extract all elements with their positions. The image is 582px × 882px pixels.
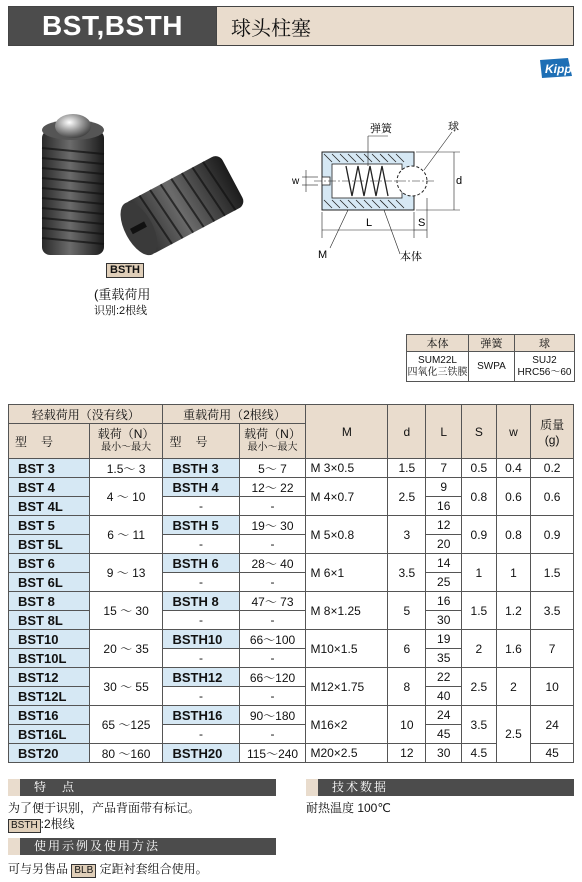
table-row — [9, 668, 574, 687]
col-mass: 质量 (g) — [531, 405, 574, 459]
dim-d: 12 — [388, 744, 426, 763]
table-row — [9, 744, 574, 763]
light-model: BST 6 — [9, 554, 90, 573]
dim-w: 1.6 — [496, 630, 531, 668]
light-model: BST20 — [9, 744, 90, 763]
plunger-front-image — [42, 114, 104, 255]
heavy-model: - — [163, 725, 239, 744]
dim-L: 16 — [426, 592, 462, 611]
light-model: BST 5 — [9, 516, 90, 535]
dim-w: 2 — [496, 668, 531, 706]
light-load: 80 ～160 — [89, 744, 163, 763]
heavy-load: 115～240 — [239, 744, 306, 763]
mass: 7 — [531, 630, 574, 668]
light-model: BST 6L — [9, 573, 90, 592]
light-load: 4 ～ 10 — [89, 478, 163, 516]
thread-M: M20×2.5 — [306, 744, 388, 763]
dim-L: 14 — [426, 554, 462, 573]
table-row — [9, 706, 574, 725]
dim-d: 5 — [388, 592, 426, 630]
light-load: 9 ～ 13 — [89, 554, 163, 592]
identification-note: 识别:2根线 — [94, 305, 148, 317]
d-label: d — [456, 175, 463, 187]
features-heading: 特 点 — [8, 779, 276, 796]
features-tag-line: BSTH :2根线 — [8, 815, 75, 833]
light-model: BST10 — [9, 630, 90, 649]
table-row — [9, 592, 574, 611]
dim-L: 24 — [426, 706, 462, 725]
dim-S: 3.5 — [462, 706, 497, 744]
heavy-model: BSTH16 — [163, 706, 239, 725]
heavy-load-header: 载荷（N） 最小～最大 — [239, 424, 306, 459]
ball-label: 球 — [448, 121, 459, 133]
heavy-model: - — [163, 573, 239, 592]
col-M: M — [306, 405, 388, 459]
dim-S: 1.5 — [462, 592, 497, 630]
col-w: w — [496, 405, 531, 459]
heavy-load: 90～180 — [239, 706, 306, 725]
material-table — [406, 334, 575, 382]
spring-label: 弹簧 — [370, 123, 392, 135]
heavy-load: 28～ 40 — [239, 554, 306, 573]
heavy-load: - — [239, 649, 306, 668]
heavy-load: 47～ 73 — [239, 592, 306, 611]
dim-d: 1.5 — [388, 459, 426, 478]
heavy-model: BSTH10 — [163, 630, 239, 649]
light-model: BST 3 — [9, 459, 90, 478]
heavy-load: 5～ 7 — [239, 459, 306, 478]
mass: 10 — [531, 668, 574, 706]
spec-table — [8, 404, 574, 763]
thread-M: M12×1.75 — [306, 668, 388, 706]
table-row — [9, 516, 574, 535]
dim-L: 40 — [426, 687, 462, 706]
heavy-load: 19～ 30 — [239, 516, 306, 535]
usage-text: 可与另售品 BLB 定距衬套组合使用。 — [8, 862, 208, 876]
dim-d: 3 — [388, 516, 426, 554]
tech-data-heading: 技术数据 — [306, 779, 574, 796]
light-load: 30 ～ 55 — [89, 668, 163, 706]
bsth-tag: BSTH — [106, 263, 144, 278]
light-model: BST 8 — [9, 592, 90, 611]
light-model: BST 8L — [9, 611, 90, 630]
body-label: 本体 — [400, 251, 422, 263]
thread-M: M 3×0.5 — [306, 459, 388, 478]
features-text: 为了便于识别，产品背面带有标记。 — [8, 801, 201, 815]
mass: 0.9 — [531, 516, 574, 554]
thread-M: M 5×0.8 — [306, 516, 388, 554]
title-header — [8, 6, 574, 46]
dim-d: 3.5 — [388, 554, 426, 592]
light-load-header: 载荷（N） 最小～最大 — [89, 424, 163, 459]
light-model: BST 5L — [9, 535, 90, 554]
thread-M: M16×2 — [306, 706, 388, 744]
table-row — [9, 630, 574, 649]
blb-tag: BLB — [71, 864, 96, 878]
dim-L: 30 — [426, 611, 462, 630]
dim-L: 16 — [426, 497, 462, 516]
light-model: BST16L — [9, 725, 90, 744]
heavy-load: - — [239, 535, 306, 554]
heavy-model: BSTH12 — [163, 668, 239, 687]
dim-L: 19 — [426, 630, 462, 649]
heavy-model: BSTH 8 — [163, 592, 239, 611]
material-ball: SUJ2 HRC56～60 — [515, 352, 575, 382]
kipp-logo-icon — [538, 56, 574, 80]
heavy-model: BSTH 4 — [163, 478, 239, 497]
dim-L: 12 — [426, 516, 462, 535]
heavy-load-group: 重载荷用（2根线） — [163, 405, 306, 424]
dim-L: 9 — [426, 478, 462, 497]
model-title: BST,BSTH — [9, 7, 216, 45]
heavy-model: BSTH 6 — [163, 554, 239, 573]
product-name: 球头柱塞 — [216, 7, 573, 45]
material-header-ball: 球 — [515, 335, 575, 352]
heavy-model: - — [163, 535, 239, 554]
light-model: BST10L — [9, 649, 90, 668]
table-row — [9, 554, 574, 573]
dim-S: 0.8 — [462, 478, 497, 516]
table-row — [9, 459, 574, 478]
heavy-load: 66～120 — [239, 668, 306, 687]
dim-L: 30 — [426, 744, 462, 763]
col-L: L — [426, 405, 462, 459]
dim-w: 0.4 — [496, 459, 531, 478]
usage-heading: 使用示例及使用方法 — [8, 838, 276, 855]
w-label: w — [292, 176, 300, 187]
dim-S: 1 — [462, 554, 497, 592]
heavy-model: BSTH 3 — [163, 459, 239, 478]
heavy-load: - — [239, 497, 306, 516]
light-load: 15 ～ 30 — [89, 592, 163, 630]
heavy-load: - — [239, 611, 306, 630]
heavy-model: - — [163, 687, 239, 706]
dim-S: 0.5 — [462, 459, 497, 478]
heavy-load: 66～100 — [239, 630, 306, 649]
dim-L: 25 — [426, 573, 462, 592]
light-model: BST 4L — [9, 497, 90, 516]
heavy-model: - — [163, 611, 239, 630]
mass: 0.6 — [531, 478, 574, 516]
thread-M: M10×1.5 — [306, 630, 388, 668]
material-spring: SWPA — [469, 352, 515, 382]
dim-d: 8 — [388, 668, 426, 706]
heavy-load: - — [239, 687, 306, 706]
heavy-load: - — [239, 725, 306, 744]
heavy-model: - — [163, 649, 239, 668]
M-label: M — [318, 249, 328, 261]
dim-L: 45 — [426, 725, 462, 744]
dim-d: 10 — [388, 706, 426, 744]
light-model: BST16 — [9, 706, 90, 725]
product-photo — [30, 108, 250, 268]
heavy-model: - — [163, 497, 239, 516]
thread-M: M 6×1 — [306, 554, 388, 592]
dim-d: 6 — [388, 630, 426, 668]
col-d: d — [388, 405, 426, 459]
material-header-body: 本体 — [407, 335, 469, 352]
mass: 0.2 — [531, 459, 574, 478]
light-model: BST12L — [9, 687, 90, 706]
light-type-header: 型号 — [9, 424, 90, 459]
mass: 3.5 — [531, 592, 574, 630]
material-header-spring: 弹簧 — [469, 335, 515, 352]
mass: 24 — [531, 706, 574, 744]
light-model: BST12 — [9, 668, 90, 687]
L-label: L — [366, 217, 373, 229]
light-load: 6 ～ 11 — [89, 516, 163, 554]
light-load-group: 轻载荷用（没有线） — [9, 405, 163, 424]
thread-M: M 4×0.7 — [306, 478, 388, 516]
heavy-model: BSTH20 — [163, 744, 239, 763]
S-label: S — [418, 217, 426, 229]
light-model: BST 4 — [9, 478, 90, 497]
mass: 1.5 — [531, 554, 574, 592]
dim-w: 0.6 — [496, 478, 531, 516]
dim-L: 35 — [426, 649, 462, 668]
col-S: S — [462, 405, 497, 459]
table-row — [9, 478, 574, 497]
svg-text:Kipp: Kipp — [545, 62, 572, 76]
dim-S: 2 — [462, 630, 497, 668]
light-load: 1.5～ 3 — [89, 459, 163, 478]
heat-resistance-text: 耐热温度 100℃ — [306, 801, 391, 815]
heavy-type-header: 型号 — [163, 424, 239, 459]
heavy-load: - — [239, 573, 306, 592]
bsth-tag: BSTH — [8, 819, 41, 833]
dim-w: 2.5 — [496, 706, 531, 763]
dim-L: 22 — [426, 668, 462, 687]
heavy-load-note: (重载荷用 — [94, 287, 151, 302]
dim-S: 2.5 — [462, 668, 497, 706]
heavy-model: BSTH 5 — [163, 516, 239, 535]
material-body: SUM22L 四氧化三铁膜 — [407, 352, 469, 382]
dim-S: 4.5 — [462, 744, 497, 763]
thread-M: M 8×1.25 — [306, 592, 388, 630]
dim-w: 1.2 — [496, 592, 531, 630]
mass: 45 — [531, 744, 574, 763]
light-load: 20 ～ 35 — [89, 630, 163, 668]
heavy-load: 12～ 22 — [239, 478, 306, 497]
dim-w: 0.8 — [496, 516, 531, 554]
dim-d: 2.5 — [388, 478, 426, 516]
light-load: 65 ～125 — [89, 706, 163, 744]
dim-L: 20 — [426, 535, 462, 554]
cross-section-drawing — [288, 118, 478, 266]
dim-S: 0.9 — [462, 516, 497, 554]
dim-w: 1 — [496, 554, 531, 592]
dim-L: 7 — [426, 459, 462, 478]
plunger-back-image — [113, 153, 246, 261]
